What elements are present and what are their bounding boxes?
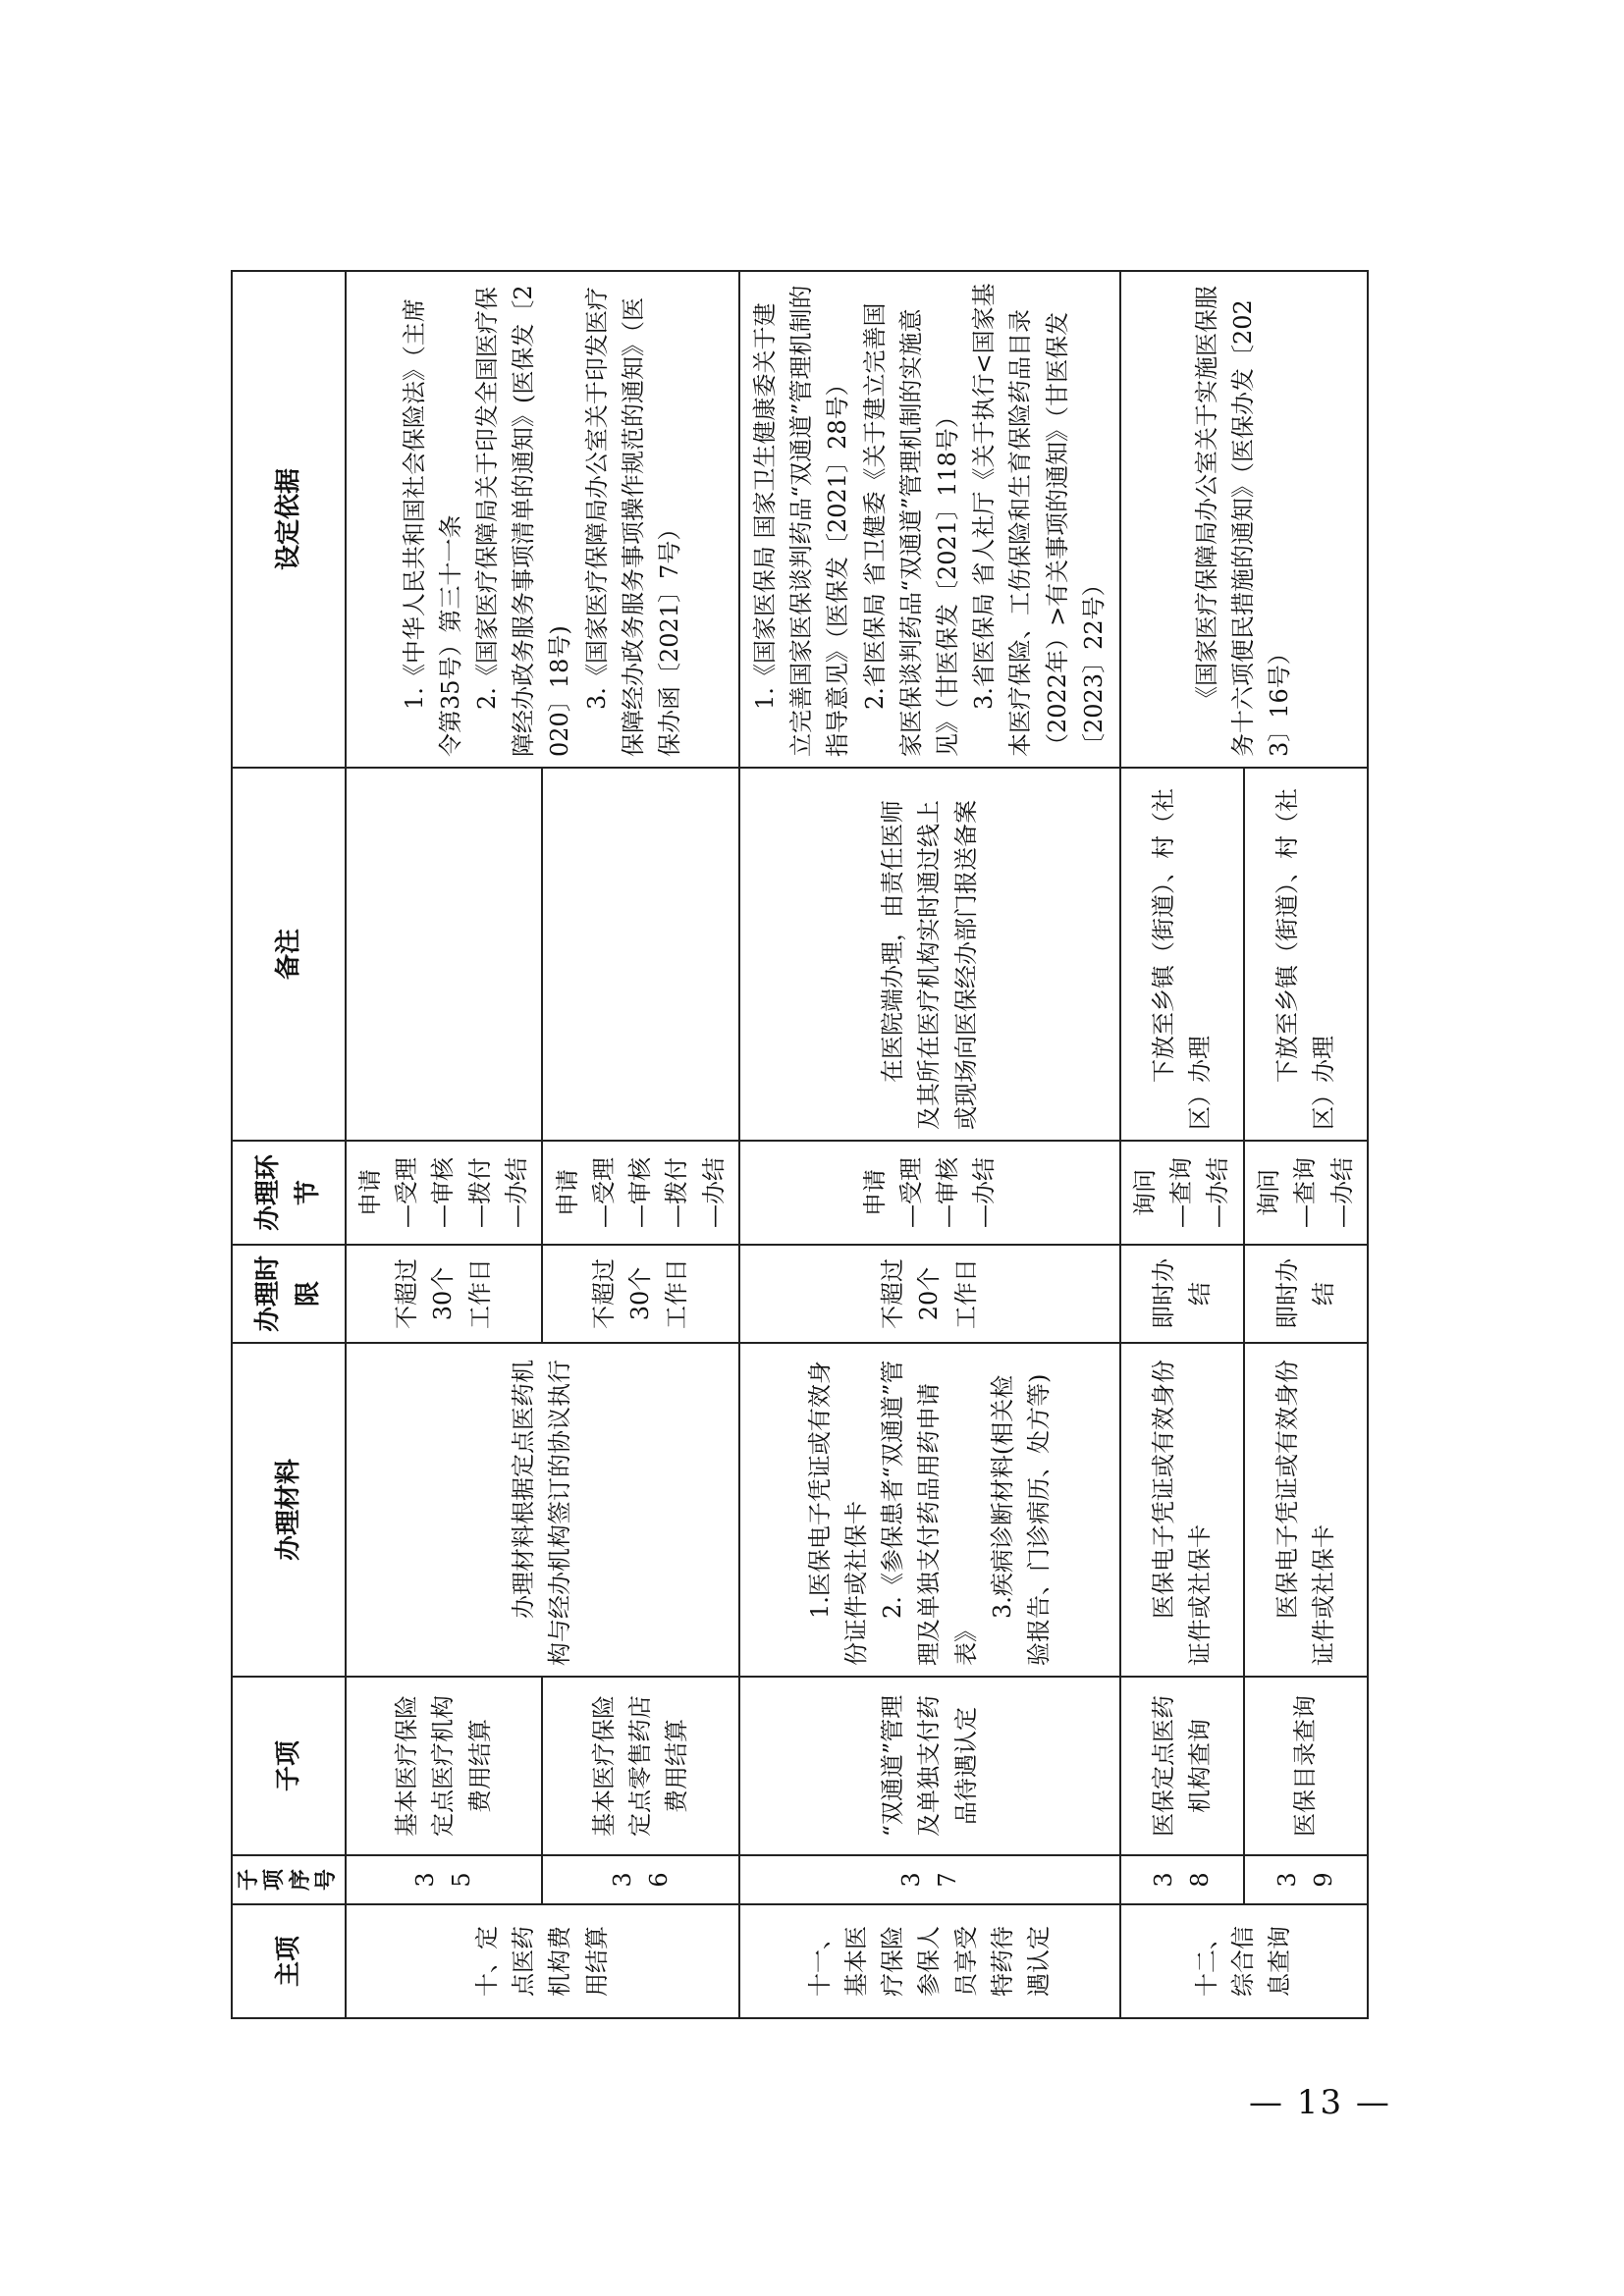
- basis-line: 2.省医保局 省卫健委《关于建立完善国家医保谈判药品“双通道”管理机制的实施意见》（甘医保发〔2021〕118号）: [860, 302, 961, 757]
- row-39-sub: 医保目录查询: [1244, 1677, 1368, 1855]
- group-cell-10: 十、定点医药机构费用结算: [346, 1904, 740, 2018]
- materials-line: 2.《参保患者“双通道”管理及单独支付药品用药申请表》: [879, 1360, 980, 1666]
- step: —受理: [393, 1157, 421, 1228]
- row-39-remarks: [1244, 768, 1368, 1141]
- header-main-item: 主项: [232, 1904, 346, 2018]
- group-cell-11: 十一、基本医疗保险参保人员享受特药待遇认定: [739, 1904, 1120, 2018]
- basis-cell-35-36: [346, 271, 740, 768]
- basis-line: 3.《国家医疗保障局办公室关于印发医疗保障经办政务服务事项操作规范的通知》（医保办函〔2021〕7号）: [582, 287, 683, 757]
- table-row: [739, 271, 1120, 2018]
- row-39-no: 39: [1244, 1855, 1368, 1904]
- step: —审核: [626, 1157, 655, 1228]
- materials-line: 办理材料根据定点医药机构与经办机构签订的协议执行: [510, 1360, 574, 1666]
- header-basis: 设定依据: [232, 271, 346, 768]
- row-37-no: 37: [739, 1855, 1120, 1904]
- basis-line: 2.《国家医疗保障局关于印发全国医疗保障经办政务服务事项清单的通知》(医保发〔2020〕18号): [473, 285, 574, 757]
- remarks-line: 下放至乡镇（街道）、村（社区）办理: [1149, 788, 1214, 1130]
- step: —审核: [429, 1157, 458, 1228]
- basis-line: 《国家医疗保障局办公室关于实施医保服务十六项便民措施的通知》（医保办发〔2023〕16号）: [1193, 286, 1294, 757]
- step: —办结: [699, 1157, 728, 1228]
- table-row: [346, 271, 543, 2018]
- step: —拨付: [663, 1157, 691, 1228]
- step: —拨付: [465, 1157, 494, 1228]
- row-38-sub: 医保定点医药机构查询: [1120, 1677, 1244, 1855]
- row-38-remarks: [1120, 768, 1244, 1141]
- row-38-time: 即时办结: [1120, 1245, 1244, 1343]
- step: 申请: [860, 1169, 889, 1216]
- service-items-table: [231, 270, 1369, 2019]
- row-35-no: 35: [346, 1855, 543, 1904]
- step: —审核: [933, 1157, 961, 1228]
- step: —办结: [1327, 1157, 1356, 1228]
- step: 申请: [553, 1169, 581, 1216]
- row-37-steps: [739, 1141, 1120, 1245]
- row-39-materials: [1244, 1343, 1368, 1677]
- step: 询问: [1131, 1169, 1160, 1216]
- row-36-remarks: [542, 768, 739, 1141]
- row-36-sub: 基本医疗保险定点零售药店费用结算: [542, 1677, 739, 1855]
- step: 申请: [356, 1169, 384, 1216]
- remarks-line: 在医院端办理，由责任医师及其所在医疗机构实时通过线上或现场向医保经办部门报送备案: [879, 800, 980, 1130]
- header-time-limit: 办理时限: [232, 1245, 346, 1343]
- row-37-materials: [739, 1343, 1120, 1677]
- row-35-time: 不超过30个工作日: [346, 1245, 543, 1343]
- row-37-time: 不超过20个工作日: [739, 1245, 1120, 1343]
- row-35-remarks: [346, 768, 543, 1141]
- step: —办结: [1204, 1157, 1232, 1228]
- row-37-sub: “双通道”管理及单独支付药品待遇认定: [739, 1677, 1120, 1855]
- header-sub-no: 子项序号: [232, 1855, 346, 1904]
- materials-cell-35-36: [346, 1343, 740, 1677]
- row-37-basis: [739, 271, 1120, 768]
- header-materials: 办理材料: [232, 1343, 346, 1677]
- header-steps: 办理环节: [232, 1141, 346, 1245]
- step: 询问: [1255, 1169, 1283, 1216]
- step: —查询: [1291, 1157, 1320, 1228]
- step: —受理: [590, 1157, 618, 1228]
- row-36-time: 不超过30个工作日: [542, 1245, 739, 1343]
- basis-cell-38-39: [1120, 271, 1368, 768]
- row-38-steps: [1120, 1141, 1244, 1245]
- materials-line: 医保电子凭证或有效身份证件或社保卡: [1149, 1360, 1214, 1666]
- basis-line: 3.省医保局 省人社厅《关于执行<国家基本医疗保险、工伤保险和生育保险药品目录（2022年）>有关事项的通知》（甘医保发〔2023〕22号）: [970, 283, 1108, 757]
- table-row: [1120, 271, 1244, 2018]
- row-37-remarks: [739, 768, 1120, 1141]
- row-38-materials: [1120, 1343, 1244, 1677]
- materials-line: 1.医保电子凭证或有效身份证件或社保卡: [805, 1361, 870, 1666]
- basis-line: 1.《国家医保局 国家卫生健康委关于建立完善国家医保谈判药品“双通道”管理机制的指导意见》（医保发〔2021〕28号）: [751, 285, 852, 757]
- basis-line: 1.《中华人民共和国社会保险法》（主席令第35号）第三十一条: [400, 298, 464, 757]
- step: —查询: [1167, 1157, 1196, 1228]
- rotated-table-stage: [231, 272, 1369, 2019]
- header-remarks: 备注: [232, 768, 346, 1141]
- row-39-time: 即时办结: [1244, 1245, 1368, 1343]
- step: —办结: [502, 1157, 530, 1228]
- row-35-sub: 基本医疗保险定点医疗机构费用结算: [346, 1677, 543, 1855]
- rotated-table-wrapper: [231, 272, 1369, 2019]
- table-header-row: [232, 271, 346, 2018]
- row-35-steps: [346, 1141, 543, 1245]
- row-36-no: 36: [542, 1855, 739, 1904]
- remarks-line: 下放至乡镇（街道）、村（社区）办理: [1272, 788, 1337, 1130]
- materials-line: 3.疾病诊断材料(相关检验报告、门诊病历、处方等): [988, 1373, 1053, 1666]
- page-number: — 13 —: [1249, 2083, 1391, 2122]
- materials-line: 医保电子凭证或有效身份证件或社保卡: [1272, 1360, 1337, 1666]
- row-36-steps: [542, 1141, 739, 1245]
- row-38-no: 38: [1120, 1855, 1244, 1904]
- group-cell-12: 十二、综合信息查询: [1120, 1904, 1368, 2018]
- step: —办结: [970, 1157, 999, 1228]
- step: —受理: [896, 1157, 925, 1228]
- row-39-steps: [1244, 1141, 1368, 1245]
- header-sub-item: 子项: [232, 1677, 346, 1855]
